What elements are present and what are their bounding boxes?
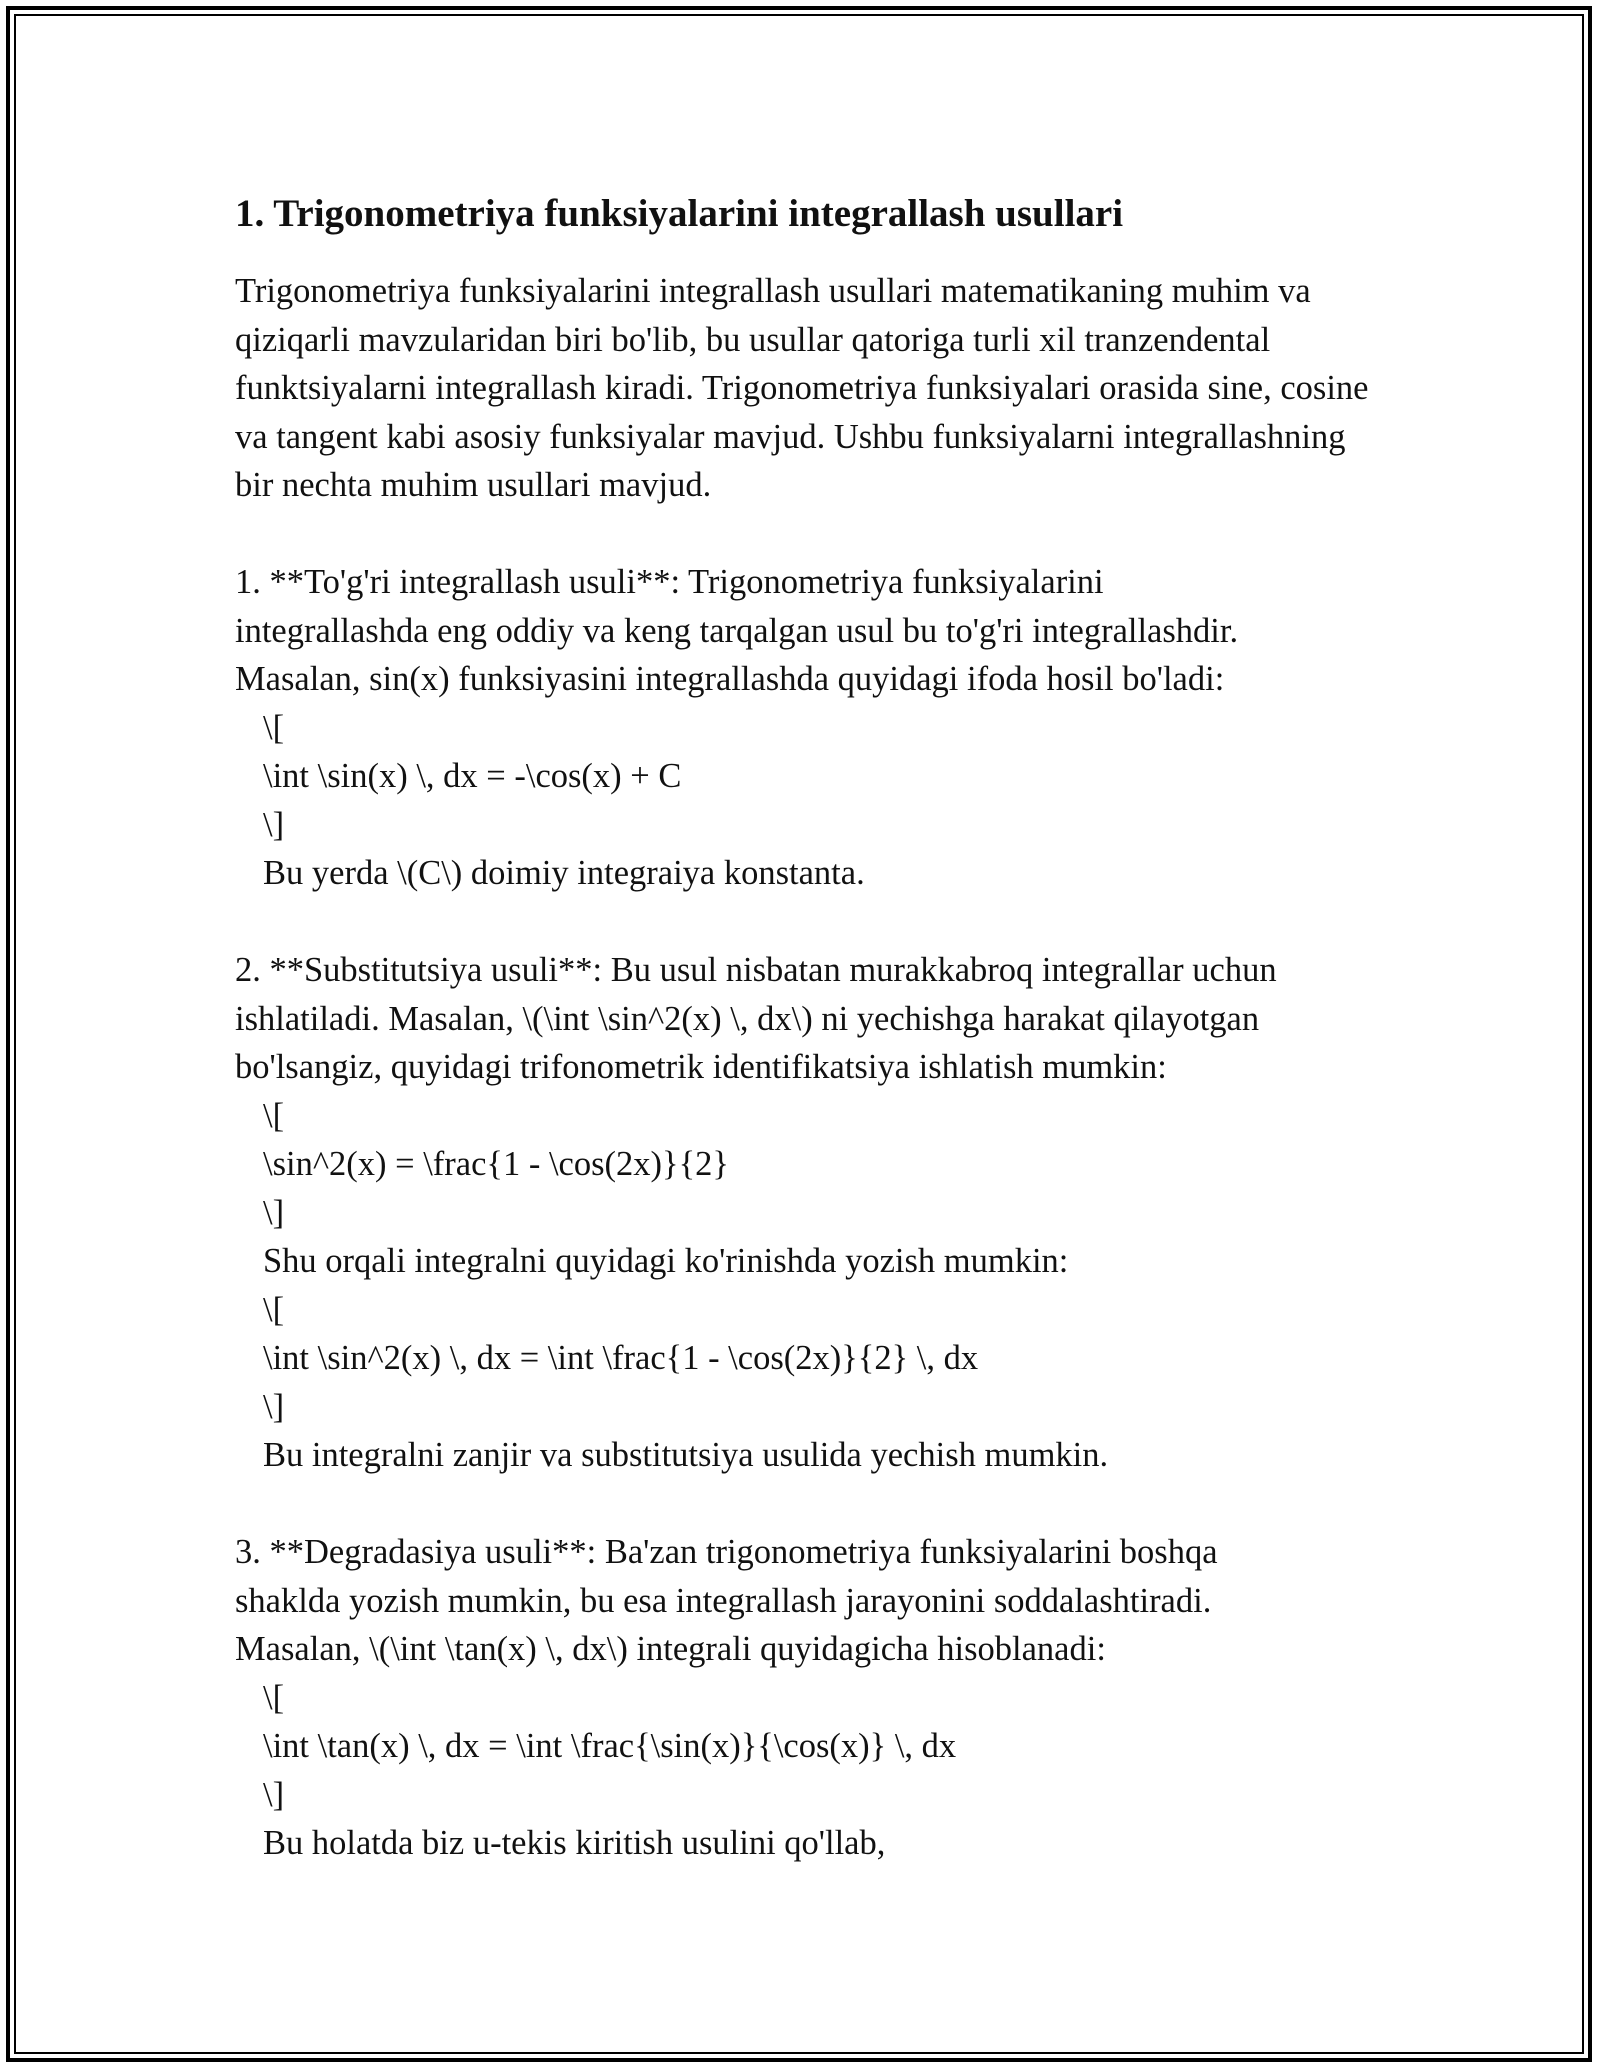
section-line: 2. **Substitutsiya usuli**: Bu usul nisbatan murakkabroq integrallar uchun <box>235 951 1277 989</box>
page-title: 1. Trigonometriya funksiyalarini integrallash usullari <box>235 192 1124 235</box>
math-line: \int \sin(x) \, dx = -\cos(x) + C <box>263 757 682 795</box>
math-line: \[ <box>263 1678 285 1717</box>
section-line: 3. **Degradasiya usuli**: Ba'zan trigonometriya funksiyalarini boshqa <box>235 1533 1218 1571</box>
math-line: \] <box>263 805 285 844</box>
paragraph-gap <box>235 1480 1375 1529</box>
section-line: shaklda yozish mumkin, bu esa integrallash jarayonini soddalashtiradi. <box>235 1581 1212 1620</box>
document-body <box>235 185 1375 1868</box>
math-line: Bu yerda \(C\) doimiy integraiya konstanta. <box>263 854 865 892</box>
section-degradation <box>235 1528 1375 1868</box>
intro-paragraph: Trigonometriya funksiyalarini integrallash usullari matematikaning muhim va qiziqarli mavzularidan biri bo'lib, bu usullar qatoriga turli xil tranzendental funktsiyalarni integrallash kiradi. Trigonometriya funksiyalari orasida sine, cosine va tangent kabi asosiy funksiyalar mavjud. Ushbu funksiyalarni integrallashning bir nechta muhim usullari mavjud. <box>235 272 1369 504</box>
math-line: \] <box>263 1193 285 1232</box>
math-line: Bu holatda biz u-tekis kiritish usulini qo'llab, <box>263 1824 886 1862</box>
section-line: Masalan, \(\int \tan(x) \, dx\) integrali quyidagicha hisoblanadi: <box>235 1630 1106 1668</box>
math-line: \] <box>263 1775 285 1814</box>
math-line: \int \tan(x) \, dx = \int \frac{\sin(x)}{\cos(x)} \, dx <box>263 1727 957 1765</box>
section-line: Masalan, sin(x) funksiyasini integrallashda quyidagi ifoda hosil bo'ladi: <box>235 660 1225 698</box>
section-line: 1. **To'g'ri integrallash usuli**: Trigonometriya funksiyalarini <box>235 563 1104 601</box>
math-line: \int \sin^2(x) \, dx = \int \frac{1 - \cos(2x)}{2} \, dx <box>263 1339 979 1377</box>
math-line: \[ <box>263 708 285 747</box>
math-line: \[ <box>263 1096 285 1135</box>
paragraph-gap <box>235 510 1375 559</box>
math-line: Bu integralni zanjir va substitutsiya usulida yechish mumkin. <box>263 1436 1109 1474</box>
math-line: \[ <box>263 1290 285 1329</box>
math-line: \sin^2(x) = \frac{1 - \cos(2x)}{2} <box>263 1145 729 1183</box>
section-direct-integration <box>235 558 1375 898</box>
math-line: Shu orqali integralni quyidagi ko'rinishda yozish mumkin: <box>263 1242 1069 1280</box>
section-line: integrallashda eng oddiy va keng tarqalgan usul bu to'g'ri integrallashdir. <box>235 611 1239 650</box>
section-line: bo'lsangiz, quyidagi trifonometrik identifikatsiya ishlatish mumkin: <box>235 1048 1167 1086</box>
math-line: \] <box>263 1387 285 1426</box>
paragraph-gap <box>235 898 1375 947</box>
section-substitution <box>235 946 1375 1480</box>
section-line: ishlatiladi. Masalan, \(\int \sin^2(x) \, dx\) ni yechishga harakat qilayotgan <box>235 999 1260 1038</box>
